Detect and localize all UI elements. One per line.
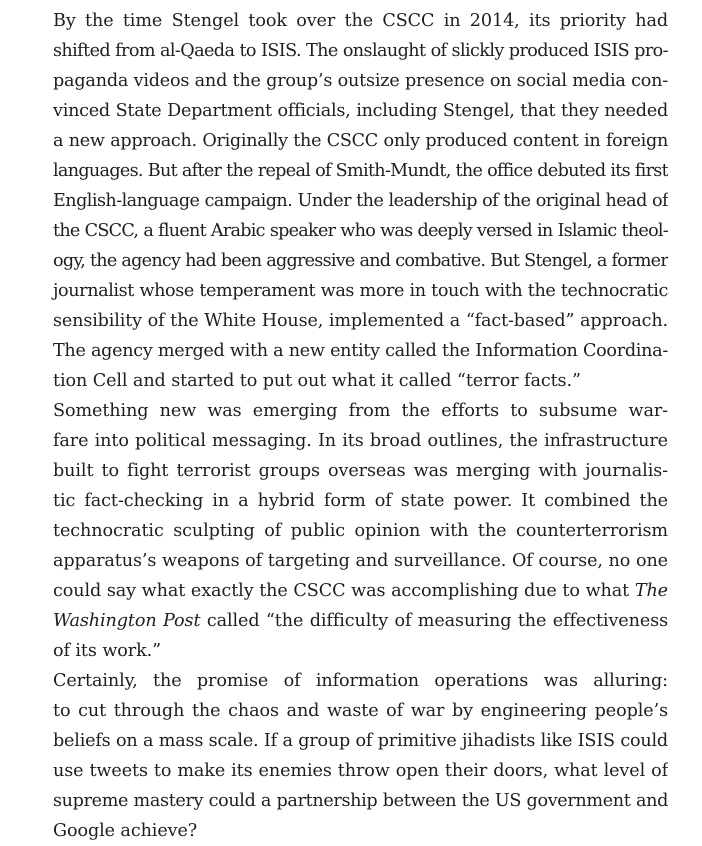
text-line: Google achieve? [53, 821, 198, 841]
text-line: fare into political messaging. In its broad outlines, the infrastructure [53, 431, 668, 451]
text-line: journalist whose temperament was more in touch with the technocratic [53, 281, 668, 301]
text-line: languages. But after the repeal of Smith-Mundt, the office debuted its first [53, 161, 668, 181]
paragraph-3 [23, 666, 668, 846]
text-line: a new approach. Originally the CSCC only produced content in foreign [53, 131, 668, 151]
text-line-with-citation [23, 606, 668, 636]
text-line: The agency merged with a new entity called the Information Coordina- [53, 341, 668, 361]
text-line: technocratic sculpting of public opinion with the counterterrorism [53, 521, 668, 541]
text-line: shifted from al-Qaeda to ISIS. The onslaught of slickly produced ISIS pro- [53, 41, 668, 61]
text-line: paganda videos and the group’s outsize presence on social media con- [53, 71, 668, 91]
text-line: By the time Stengel took over the CSCC in 2014, its priority had [53, 11, 668, 31]
paragraph-1 [23, 6, 668, 396]
text-line: sensibility of the White House, implemented a “fact-based” approach. [53, 311, 668, 331]
text-line: tion Cell and started to put out what it called “terror facts.” [53, 371, 581, 391]
text-line: tic fact-checking in a hybrid form of state power. It combined the [53, 491, 668, 511]
text-line: Something new was emerging from the efforts to subsume war- [53, 401, 668, 421]
italic-the: The [634, 581, 668, 601]
text-line: apparatus’s weapons of targeting and surveillance. Of course, no one [53, 551, 668, 571]
text-segment: could say what exactly the CSCC was accomplishing due to what [53, 581, 630, 601]
text-line: Certainly, the promise of information operations was alluring: [53, 671, 668, 691]
text-line: English-language campaign. Under the leadership of the original head of [53, 191, 668, 211]
text-line: of its work.” [53, 641, 162, 661]
text-line: supreme mastery could a partnership between the US government and [53, 791, 668, 811]
text-line-with-citation [23, 576, 668, 606]
text-line: beliefs on a mass scale. If a group of primitive jihadists like ISIS could [53, 731, 668, 751]
text-line: to cut through the chaos and waste of war by engineering people’s [53, 701, 668, 721]
text-line: use tweets to make its enemies throw open their doors, what level of [53, 761, 668, 781]
text-line: built to fight terrorist groups overseas was merging with journalis- [53, 461, 668, 481]
text-line: ogy, the agency had been aggressive and combative. But Stengel, a former [53, 251, 668, 271]
text-line: the CSCC, a fluent Arabic speaker who was deeply versed in Islamic theol- [53, 221, 668, 241]
text-segment: called “the difficulty of measuring the effectiveness [206, 611, 668, 631]
text-line: vinced State Department officials, including Stengel, that they needed [53, 101, 668, 121]
paragraph-2 [23, 396, 668, 666]
publication-title: Washington Post [53, 611, 201, 631]
